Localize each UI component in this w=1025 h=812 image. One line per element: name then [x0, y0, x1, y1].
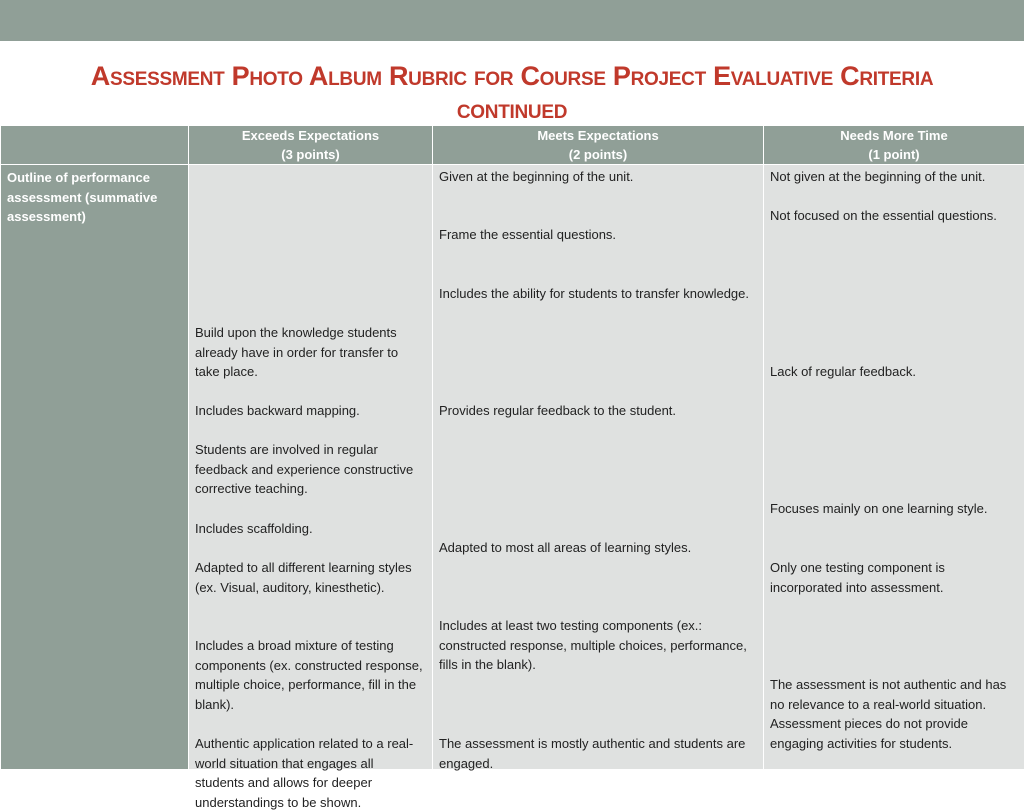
- meets-item: Includes at least two testing components (ex.: constructed response, multiple choices, performance, fills in the blank).: [439, 618, 751, 673]
- exceeds-item: Adapted to all different learning styles (ex. Visual, auditory, kinesthetic).: [195, 560, 416, 595]
- table-row: [1, 165, 1025, 770]
- needs-item: Lack of regular feedback.: [770, 364, 916, 379]
- meets-item: Given at the beginning of the unit.: [439, 169, 634, 184]
- header-needs: [764, 126, 1025, 165]
- meets-item: The assessment is mostly authentic and students are engaged.: [439, 736, 750, 771]
- exceeds-item: Includes backward mapping.: [195, 403, 360, 418]
- exceeds-cell: [189, 165, 433, 810]
- header-row: [1, 126, 1025, 165]
- meets-item: Includes the ability for students to transfer knowledge.: [439, 286, 750, 301]
- exceeds-item: Includes scaffolding.: [195, 521, 313, 536]
- needs-item: Not focused on the essential questions.: [770, 208, 997, 223]
- exceeds-item: Includes a broad mixture of testing components (ex. constructed response, multiple choice, performance, fill in the blank).: [195, 638, 427, 712]
- exceeds-item: Build upon the knowledge students already have in order for transfer to take place.: [195, 325, 402, 380]
- rubric-table: [0, 125, 1025, 810]
- exceeds-item: Students are involved in regular feedback and experience constructive corrective teaching.: [195, 442, 417, 497]
- header-blank: [1, 126, 189, 165]
- slide-title: [0, 60, 1024, 126]
- header-meets: [433, 126, 764, 165]
- meets-item: Adapted to most all areas of learning styles.: [439, 540, 692, 555]
- needs-item: Not given at the beginning of the unit.: [770, 169, 986, 184]
- header-meets-points: (2 points): [568, 147, 628, 162]
- header-needs-points: (1 point): [868, 147, 920, 162]
- meets-item: Provides regular feedback to the student.: [439, 403, 677, 418]
- needs-item: Only one testing component is incorporated into assessment.: [770, 560, 949, 595]
- top-banner: [0, 0, 1024, 41]
- meets-item: Frame the essential questions.: [439, 227, 617, 242]
- meets-cell: [433, 165, 764, 770]
- needs-item: The assessment is not authentic and has no relevance to a real-world situation. Assessment pieces do not provide engaging activities for students.: [770, 677, 1010, 751]
- header-exceeds-label: Exceeds Expectations: [241, 128, 380, 143]
- slide-title-line2: continued: [456, 94, 568, 124]
- needs-item: Focuses mainly on one learning style.: [770, 501, 988, 516]
- header-exceeds: [189, 126, 433, 165]
- header-meets-label: Meets Expectations: [537, 128, 659, 143]
- slide-title-line1: Assessment Photo Album Rubric for Course Project Evaluative Criteria: [90, 61, 934, 91]
- header-needs-label: Needs More Time: [840, 128, 948, 143]
- header-exceeds-points: (3 points): [281, 147, 340, 162]
- row-label: Outline of performance assessment (summative assessment): [1, 165, 189, 770]
- needs-cell: [764, 165, 1025, 770]
- exceeds-item: Authentic application related to a real-world situation that engages all students and allows for deeper understandings to be shown.: [195, 736, 414, 810]
